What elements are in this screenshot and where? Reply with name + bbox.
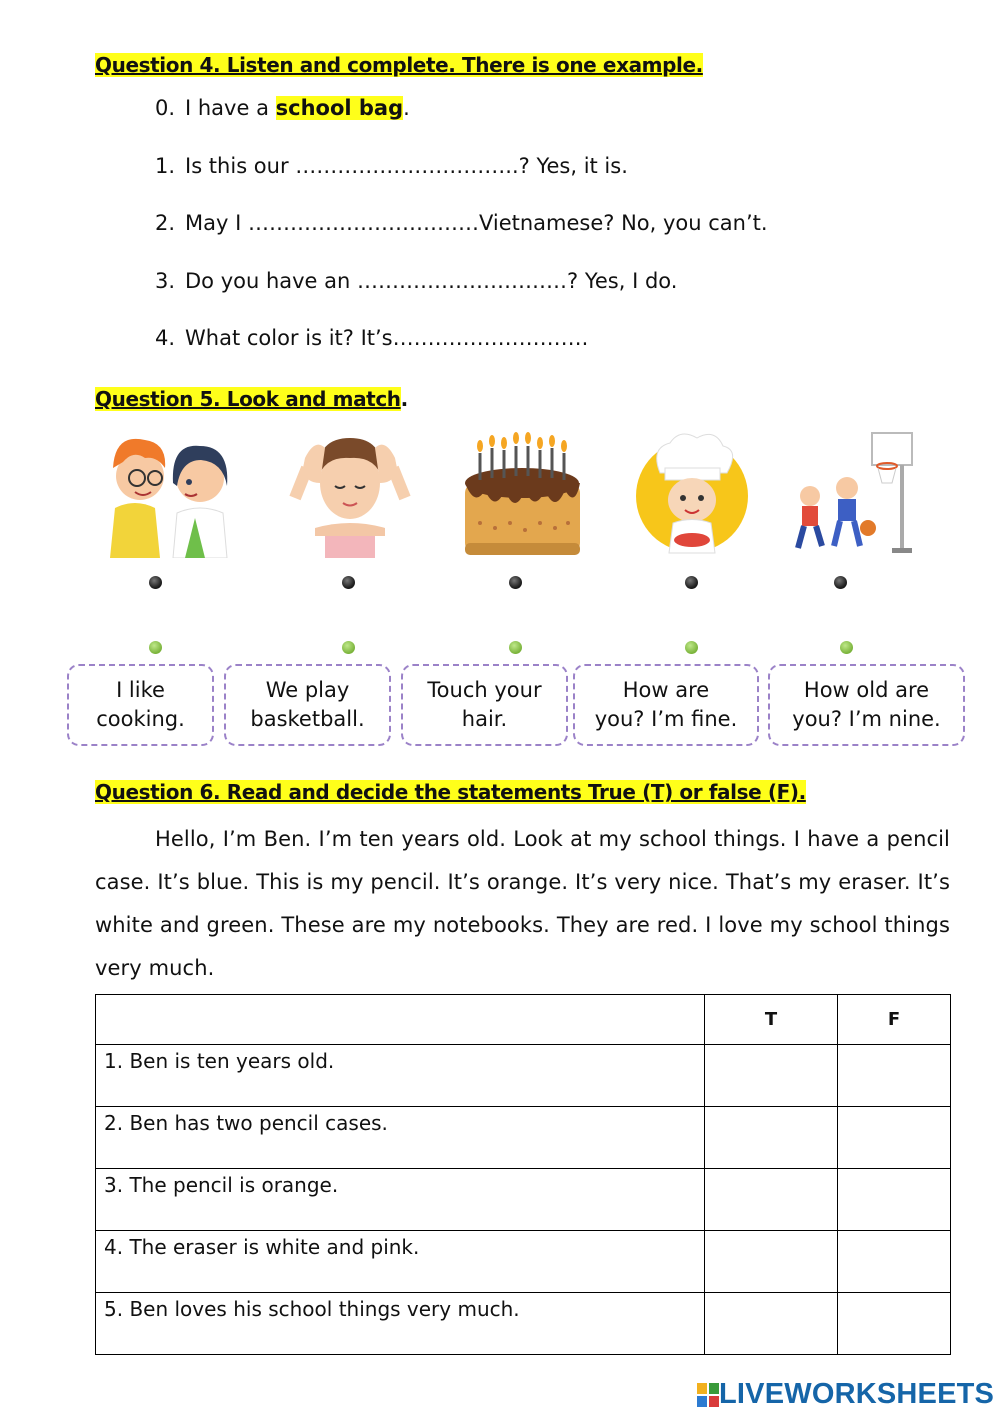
question-4-title: Question 4. Listen and complete. There is one example. — [95, 53, 703, 77]
false-column-header: F — [838, 995, 951, 1045]
example-answer: school bag — [275, 96, 404, 120]
statement-cell: 5. Ben loves his school things very much. — [96, 1293, 705, 1355]
list-item: 0. I have a school bag. — [155, 96, 410, 120]
true-false-table — [95, 994, 951, 1355]
table-row — [96, 1107, 951, 1169]
phrase-box-3: Touch your hair. — [401, 664, 568, 746]
match-dot-phrase-1[interactable] — [149, 641, 162, 654]
list-item: 4. What color is it? It’s………………………. — [155, 326, 589, 350]
list-item: 2. May I ……………………………Vietnamese? No, you can’t. — [155, 211, 768, 235]
question-4-items — [155, 96, 768, 384]
false-answer-cell[interactable] — [838, 1107, 951, 1169]
statement-cell: 4. The eraser is white and pink. — [96, 1231, 705, 1293]
phrase-box-5: How old are you? I’m nine. — [768, 664, 965, 746]
match-dot-picture-4[interactable] — [685, 576, 698, 589]
table-row — [96, 1293, 951, 1355]
table-row — [96, 1231, 951, 1293]
true-answer-cell[interactable] — [705, 1293, 838, 1355]
false-answer-cell[interactable] — [838, 1293, 951, 1355]
false-answer-cell[interactable] — [838, 1169, 951, 1231]
match-dot-phrase-4[interactable] — [685, 641, 698, 654]
birthday-cake-image — [460, 428, 585, 558]
match-dot-phrase-2[interactable] — [342, 641, 355, 654]
true-answer-cell[interactable] — [705, 1231, 838, 1293]
true-answer-cell[interactable] — [705, 1169, 838, 1231]
match-dot-phrase-5[interactable] — [840, 641, 853, 654]
match-dot-phrase-3[interactable] — [509, 641, 522, 654]
phrase-box-2: We play basketball. — [224, 664, 391, 746]
child-chef-cooking-image — [635, 428, 750, 558]
logo-icon — [697, 1383, 719, 1407]
phrase-box-1: I like cooking. — [67, 664, 214, 746]
match-dot-picture-5[interactable] — [834, 576, 847, 589]
question-5-title: Question 5. Look and match. — [95, 387, 408, 411]
liveworksheets-logo: LIVEWORKSHEETS — [697, 1378, 994, 1411]
match-dot-picture-2[interactable] — [342, 576, 355, 589]
statement-header — [96, 995, 705, 1045]
true-answer-cell[interactable] — [705, 1045, 838, 1107]
list-item: 3. Do you have an …………………………? Yes, I do. — [155, 268, 678, 293]
boys-playing-basketball-image — [792, 428, 922, 558]
match-dot-picture-3[interactable] — [509, 576, 522, 589]
false-answer-cell[interactable] — [838, 1045, 951, 1107]
true-answer-cell[interactable] — [705, 1107, 838, 1169]
list-item: 1. Is this our …………………………..? Yes, it is. — [155, 153, 628, 178]
two-children-greeting-image — [105, 428, 235, 558]
phrase-box-4: How are you? I’m fine. — [573, 664, 759, 746]
match-dot-picture-1[interactable] — [149, 576, 162, 589]
statement-cell: 2. Ben has two pencil cases. — [96, 1107, 705, 1169]
girl-touching-hair-image — [285, 428, 415, 558]
statement-cell: 3. The pencil is orange. — [96, 1169, 705, 1231]
table-row — [96, 1169, 951, 1231]
statement-cell: 1. Ben is ten years old. — [96, 1045, 705, 1107]
table-header-row — [96, 995, 951, 1045]
table-row — [96, 1045, 951, 1107]
reading-passage: Hello, I’m Ben. I’m ten years old. Look at my school things. I have a pencil case. It’s blue. This is my pencil. It’s orange. It’s very nice. That’s my eraser. It’s white and green. These are my notebooks. They are red. I love my school things very much. — [95, 827, 950, 980]
false-answer-cell[interactable] — [838, 1231, 951, 1293]
question-6-title: Question 6. Read and decide the statements True (T) or false (F). — [95, 780, 806, 804]
true-column-header: T — [705, 995, 838, 1045]
